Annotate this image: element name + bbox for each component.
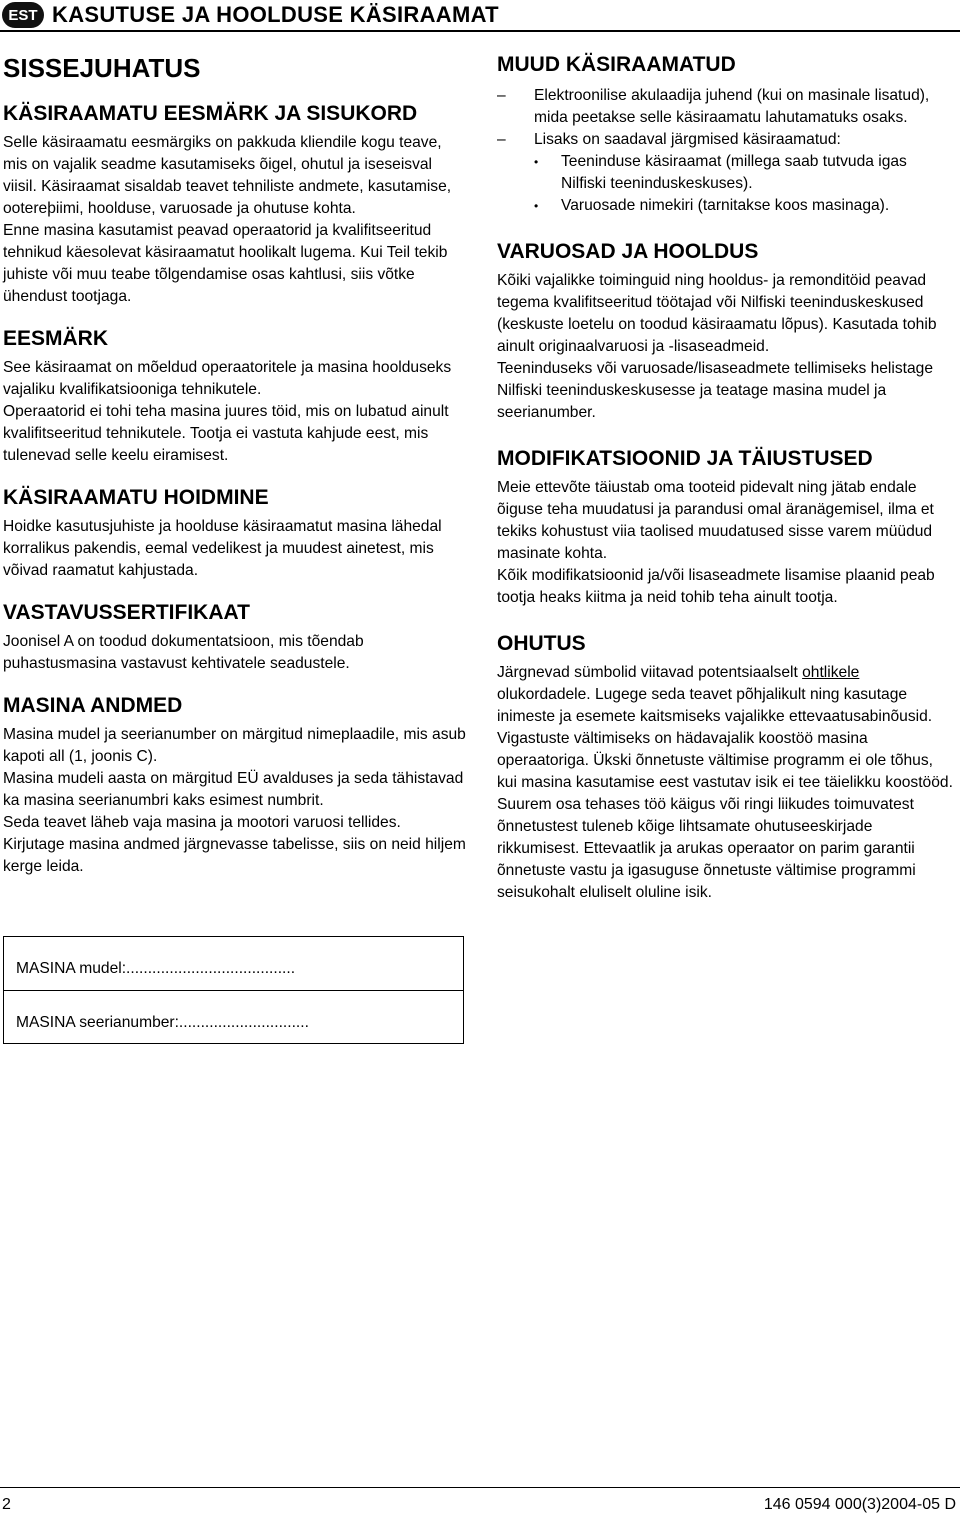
paragraph: Kõik modifikatsioonid ja/või lisaseadmete lisamise plaanid peab tootja heaks kiitma ja neid tohib teha ainult tootja.: [497, 567, 935, 606]
bullet-marker: •: [534, 155, 539, 169]
section-title-certificate: VASTAVUSSERTIFIKAAT: [3, 601, 250, 624]
paragraph: [497, 662, 955, 728]
list-item: [497, 129, 955, 217]
paragraph: Enne masina kasutamist peavad operaatorid ja kvalifitseeritud tehnikud käesolevat käsiraamatut hoolikalt lugema. Kui Teil tekib juhiste või muu teabe tõlgendamise osas kahtlusi, siis võtke ühendust tootjaga.: [3, 222, 448, 305]
list-item-text: Elektroonilise akulaadija juhend (kui on masinale lisatud), mida peetakse selle käsiraamatu lahutamatuks osaks.: [534, 87, 930, 126]
left-column: [3, 52, 469, 878]
paragraph: Selle käsiraamatu eesmärgiks on pakkuda kliendile kogu teave, mis on vajalik seadme kasutamiseks õigel, ohutul ja iseseisval viisil. Käsiraamat sisaldab teavet tehniliste andmete, kasutamise, ootereþiimi, hoolduse, varuosade ja ohutuse kohta.: [3, 134, 452, 217]
sub-list-item-text: Teeninduse käsiraamat (millega saab tutvuda igas Nilfiski teeninduskeskuses).: [561, 153, 907, 192]
right-column: [497, 52, 955, 904]
sub-list-item-text: Varuosade nimekiri (tarnitakse koos masinaga).: [561, 197, 890, 214]
table-row: [4, 990, 463, 1044]
sub-list-item: [534, 151, 955, 195]
header-rule: [0, 30, 960, 32]
sub-list-item: [534, 195, 955, 217]
list-item-text: Lisaks on saadaval järgmised käsiraamatud:: [534, 131, 841, 148]
paragraph: Joonisel A on toodud dokumentatsioon, mis tõendab puhastusmasina vastavust kehtivatele seadustele.: [3, 633, 364, 672]
dash-marker: –: [497, 87, 506, 104]
section-title-spare-parts: VARUOSAD JA HOOLDUS: [497, 240, 759, 263]
paragraph: Operaatorid ei tohi teha masina juures töid, mis on lubatud ainult kvalifitseeritud tehnikutele. Tootja ei vastuta kahjude eest, mis tulenevad selle keelu eiramisest.: [3, 403, 449, 464]
page-header: [0, 0, 960, 30]
manuals-list: [497, 85, 955, 217]
section-title-other-manuals: MUUD KÄSIRAAMATUD: [497, 53, 736, 76]
section-title-machine-data: MASINA ANDMED: [3, 694, 183, 717]
section-title-storage: KÄSIRAAMATU HOIDMINE: [3, 486, 269, 509]
machine-model-field: MASINA mudel:.......................................: [16, 960, 296, 977]
section-title-modifications: MODIFIKATSIOONID JA TÄIUSTUSED: [497, 447, 873, 470]
document-code: 146 0594 000(3)2004-05 D: [763, 1496, 956, 1513]
paragraph: Meie ettevõte täiustab oma tooteid pidevalt ning jätab endale õiguse teha muudatusi ja parandusi omal äranägemisel, ilma et tekiks kohustust viia taolised muudatused sisse varem müüdud masinate kohta.: [497, 479, 934, 562]
paragraph: Masina mudeli aasta on märgitud EÜ avalduses ja seda tähistavad ka masina seerianumbri kaks esimest numbrit.: [3, 770, 464, 809]
footer-rule: [0, 1487, 960, 1488]
dash-marker: –: [497, 131, 506, 148]
paragraph: Seda teavet läheb vaja masina ja mootori varuosi tellides.: [3, 814, 401, 831]
section-title-purpose-contents: KÄSIRAAMATU EESMÄRK JA SISUKORD: [3, 102, 418, 125]
paragraph: Teeninduseks või varuosade/lisaseadmete tellimiseks helistage Nilfiski teeninduskeskusesse ja teatage masina mudel ja seerianumber.: [497, 360, 933, 421]
paragraph: Hoidke kasutusjuhiste ja hoolduse käsiraamatut masina lähedal korralikus pakendis, eemal vedelikest ja muudest ainetest, mis võivad raamatut kahjustada.: [3, 518, 442, 579]
list-item: [497, 85, 955, 129]
section-title-safety: OHUTUS: [497, 632, 586, 655]
language-badge: EST: [2, 2, 44, 28]
bullet-marker: •: [534, 199, 539, 213]
table-row: [4, 937, 463, 990]
page-number: 2: [2, 1496, 11, 1513]
text-run: olukordadele. Lugege seda teavet põhjalikult ning kasutage inimeste ja esemete kaitsmiseks vajalikke ettevaatusabinõusid.: [497, 686, 933, 725]
text-run: Järgnevad sümbolid viitavad potentsiaalselt: [497, 664, 803, 681]
paragraph: See käsiraamat on mõeldud operaatoritele ja masina hoolduseks vajaliku kvalifikatsiooniga tehnikutele.: [3, 359, 452, 398]
section-title-purpose: EESMÄRK: [3, 327, 109, 350]
paragraph: Kõiki vajalikke toiminguid ning hooldus- ja remonditöid peavad tegema kvalifitseeritud töötajad või Nilfiski teeninduskeskused (keskuste loetelu on toodud käsiraamatu lõpus). Kasutada tohib ainult originaalvaruosi ja -lisaseadmeid.: [497, 272, 937, 355]
machine-data-table: [3, 936, 464, 1044]
paragraph: Vigastuste vältimiseks on hädavajalik koostöö masina operaatoriga. Ükski õnnetuste vältimise programm ei ole tõhus, kui masina kasutamise eest vastutav isik ei tee täielikku koostööd. Suurem osa tehases töö käigus või ringi liikudes toimuvatest õnnetustest tuleneb kõige lihtsamate ohutuseeskirjade rikkumisest. Ettevaatlik ja arukas operaator on parim garantii õnnetuste vastu ja igasuguse õnnetuste vältimise programmi seisukohalt eluliselt oluline isik.: [497, 730, 953, 901]
paragraph: Kirjutage masina andmed järgnevasse tabelisse, siis on neid hiljem kerge leida.: [3, 836, 466, 875]
machine-serial-field: MASINA seerianumber:..............................: [16, 1014, 309, 1031]
sub-list: [534, 151, 955, 217]
header-title: KASUTUSE JA HOOLDUSE KÄSIRAAMAT: [52, 2, 499, 27]
underlined-term: ohtlikele: [802, 664, 860, 681]
chapter-title: SISSEJUHATUS: [3, 53, 201, 83]
paragraph: Masina mudel ja seerianumber on märgitud nimeplaadile, mis asub kapoti all (1, joonis C).: [3, 726, 466, 765]
